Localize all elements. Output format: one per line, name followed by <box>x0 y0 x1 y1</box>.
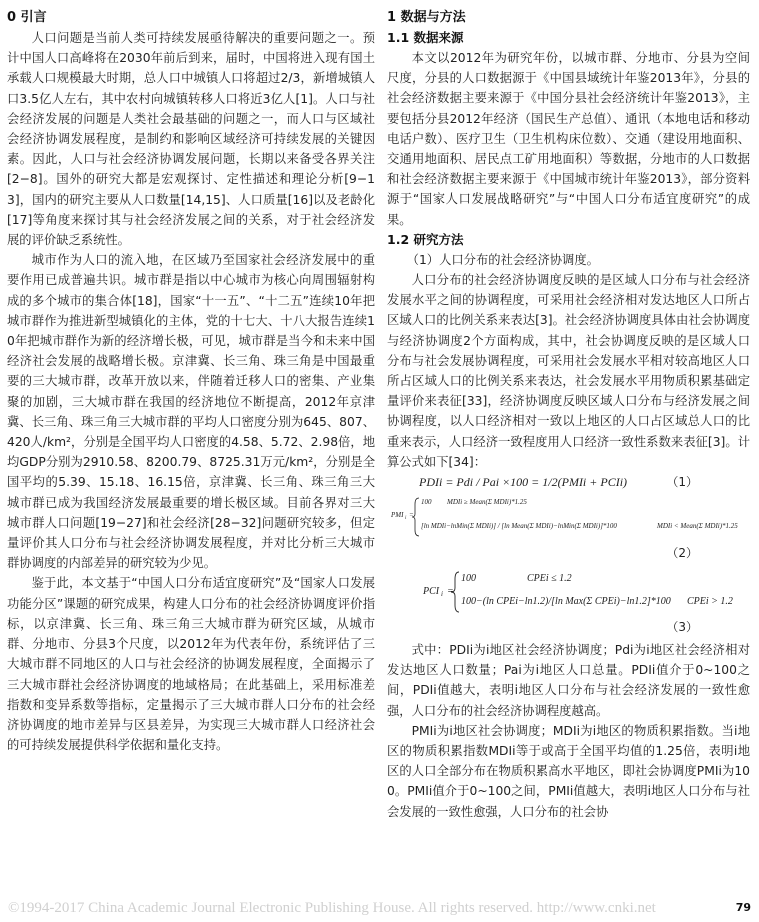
subsection-heading-methods: 1.2 研究方法 <box>387 231 464 247</box>
right-column <box>387 8 750 822</box>
subsection-heading-data-source: 1.1 数据来源 <box>387 30 464 45</box>
svg-text:CPEi > 1.2: CPEi > 1.2 <box>687 596 733 608</box>
equation-3-number-row <box>387 616 750 640</box>
equation-1-number: （1） <box>666 475 698 490</box>
intro-paragraph-2: 城市作为人口的流入地，在区域乃至国家社会经济发展中的重要作用已成普遍共识。城市群是指以中心城市为核心向周围辐射构成的多个城市的集合体[18]，国家“十一五”、“十二五”连续10年把城市群作为推进新型城镇化的主体，党的十七大、十八大报告连续10年把城市群作为新的经济增长极，可见，城市群是当今和未来中国经济社会发展的战略增长极。京津冀、长三角、珠三角是中国最重要的三大城市群，改革开放以来，伴随着迁移人口的密集、产业集聚的加剧，三大城市群在我国的经济地位不断提高，2012年京津冀、长三角、珠三角三大城市群的平均人口密度分别为645、807、420人/km²，分别是全国平均人口密度的4.58、5.72、2.98倍，地均GDP分别为2910.58、8200.79、8725.31万元/km²，分别是全国平均的5.39、15.18、16.15倍，京津冀、长三角、珠三角三大城市群已成为我国经济发展最重要的增长极区域。目前各界对三大城市群人口问题[19−27]和社会经济[28−32]问题研究较多，但定量评价其人口分布与社会经济协调发展程度，并对比分析三大城市群协调度的内部差异的研究较为少见。 <box>7 253 375 571</box>
intro-paragraph-3: 鉴于此，本文基于“中国人口分布适宜度研究”及“国家人口发展功能分区”课题的研究成果，构建人口分布的社会经济协调度评价指标，以京津冀、长三角、珠三角三大城市群为研究区域，从城市群、分地市、分县3个尺度，以2012年为代表年份，系统评估了三大城市群不同地区的人口与社会经济的协调发展程度，全面揭示了三大城市群社会经济协调度的地域格局；在此基础上，采用标准差指数和变异系数等指标，定量揭示了三大城市群人口分布的社会经济协调度的地市差异与区县差异，为实现三大城市群人口经济社会的可持续发展提供科学依据和量化支持。 <box>7 576 375 753</box>
svg-text:100−(ln CPEi−ln1.2)/[ln Max(Σ: 100−(ln CPEi−ln1.2)/[ln Max(Σ CPEi)−ln1.2]*100 <box>461 596 671 608</box>
svg-text:100: 100 <box>421 498 432 507</box>
method-paragraph-3: PMIi为i地区社会协调度；MDIi为i地区的物质积累指数。当i地区的物质积累指数MDIi等于或高于全国平均值的1.25倍，表明i地区的人口全部分布在物质积累高水平地区，即社会协调度PMIi为100。PMIi值介于0~100之间，PMIi值越大，表明i地区人口分布与社会发展的一致性愈强，人口分布的社会协 <box>387 723 750 819</box>
intro-paragraph-1: 人口问题是当前人类可持续发展亟待解决的重要问题之一。预计中国人口高峰将在2030年前后到来，届时，中国将进入现有国土承载人口规模最大时期，总人口中城镇人口将超过2/3，新增城镇人口3.5亿人左右，其中农村向城镇转移人口将近3亿人[1]。人口与社会经济发展的问题是人类社会最基础的问题之一，而人口与区域社会经济协调发展程度，是制约和影响区域经济可持续发展的关键因素。因此，人口与社会经济协调发展问题，长期以来备受各界关注[2−8]。国外的研究大都是宏观探讨、定性描述和理论分析[9−13]，国内的研究主要从人口数量[14,15]、人口质量[16]以及老龄化[17]等角度来探讨其与社会经济发展之间的关系，对于社会经济发展的评价缺乏系统性。 <box>7 31 375 248</box>
svg-text:=: = <box>447 586 454 598</box>
equation-1 <box>387 472 750 492</box>
svg-text:PCI: PCI <box>423 586 440 598</box>
svg-text:100: 100 <box>461 573 476 585</box>
equation-1-body: PDIi = Pdi / Pai ×100 = 1/2(PMIi + PCIi) <box>419 475 628 490</box>
footer <box>0 898 759 922</box>
svg-text:[ln MDIi−lnMin(Σ MDIi)] / [ln: [ln MDIi−lnMin(Σ MDIi)] / [ln Mean(Σ MDIi)−lnMin(Σ MDIi)]*100 <box>421 522 617 531</box>
svg-text:i: i <box>405 516 407 522</box>
svg-text:CPEi ≤ 1.2: CPEi ≤ 1.2 <box>527 573 572 585</box>
section-heading-data-methods: 1 数据与方法 <box>387 10 466 25</box>
page-number: 79 <box>735 901 751 914</box>
copyright-watermark: ©1994-2017 China Academic Journal Electronic Publishing House. All rights reserved. http://www.cnki.net <box>8 900 656 916</box>
equation-2-graphic <box>387 492 750 542</box>
svg-text:MDIi ≥ Mean(Σ MDIi)*1.25: MDIi ≥ Mean(Σ MDIi)*1.25 <box>447 498 527 507</box>
data-source-paragraph: 本文以2012年为研究年份，以城市群、分地市、分县为空间尺度，分县的人口数据源于《中国县域统计年鉴2013年》，分县的社会经济数据主要来源于《中国分县社会经济统计年鉴2013》，主要包括分县2012年经济（国民生产总值）、通讯（本地电话和移动电话户数）、医疗卫生（卫生机构床位数）、交通（建设用地面积、交通用地面积、居民点工矿用地面积）等数据，分地市的人口数据和社会经济数据主要来源于《中国城市统计年鉴2013》，部分资料源于“国家人口发展战略研究”与“中国人口分布适宜度研究”的成果。 <box>387 51 750 227</box>
equation-2 <box>387 492 750 542</box>
equation-3-number: （3） <box>666 620 698 635</box>
equation-2-number: （2） <box>666 546 698 561</box>
svg-text:=: = <box>409 511 414 520</box>
svg-text:i: i <box>441 590 443 599</box>
section-heading-intro: 0 引言 <box>7 10 47 25</box>
svg-text:MDIi < Mean(Σ MDIi)*1.25: MDIi < Mean(Σ MDIi)*1.25 <box>657 522 738 531</box>
equation-3-graphic <box>387 566 750 616</box>
equation-3 <box>387 566 750 616</box>
method-item-1: （1）人口分布的社会经济协调度。 <box>406 252 599 267</box>
svg-text:PMI: PMI <box>391 511 404 520</box>
method-paragraph-1: 人口分布的社会经济协调度反映的是区域人口分布与社会经济发展水平之间的协调程度，可采用社会经济相对发达地区人口所占区域人口的比例关系来表达[3]。社会经济协调度具体由社会协调度与经济协调度2个方面构成，其中，社会协调度反映的是区域人口分布与社会发展协调程度，可采用社会发展水平相对较高地区人口所占区域人口的比例关系来表达，社会发展水平用物质积累基础定量评价来表征[33]，经济协调度反映区域人口分布与经济发展之间协调程度，以人口经济相对一致以上地区的人口占区域总人口的比重来表示，人口经济一致程度用人口经济一致性系数来表征[3]。计算公式如下[34]： <box>387 273 750 469</box>
equation-2-number-row <box>387 542 750 566</box>
method-paragraph-2: 式中：PDIi为i地区社会经济协调度；Pdi为i地区社会经济相对发达地区人口数量；Pai为i地区人口总量。PDIi值介于0~100之间，PDIi值越大，表明i地区人口分布与社会经济发展的一致性愈强，人口分布的社会经济协调程度越高。 <box>387 643 750 718</box>
left-column <box>7 8 375 755</box>
